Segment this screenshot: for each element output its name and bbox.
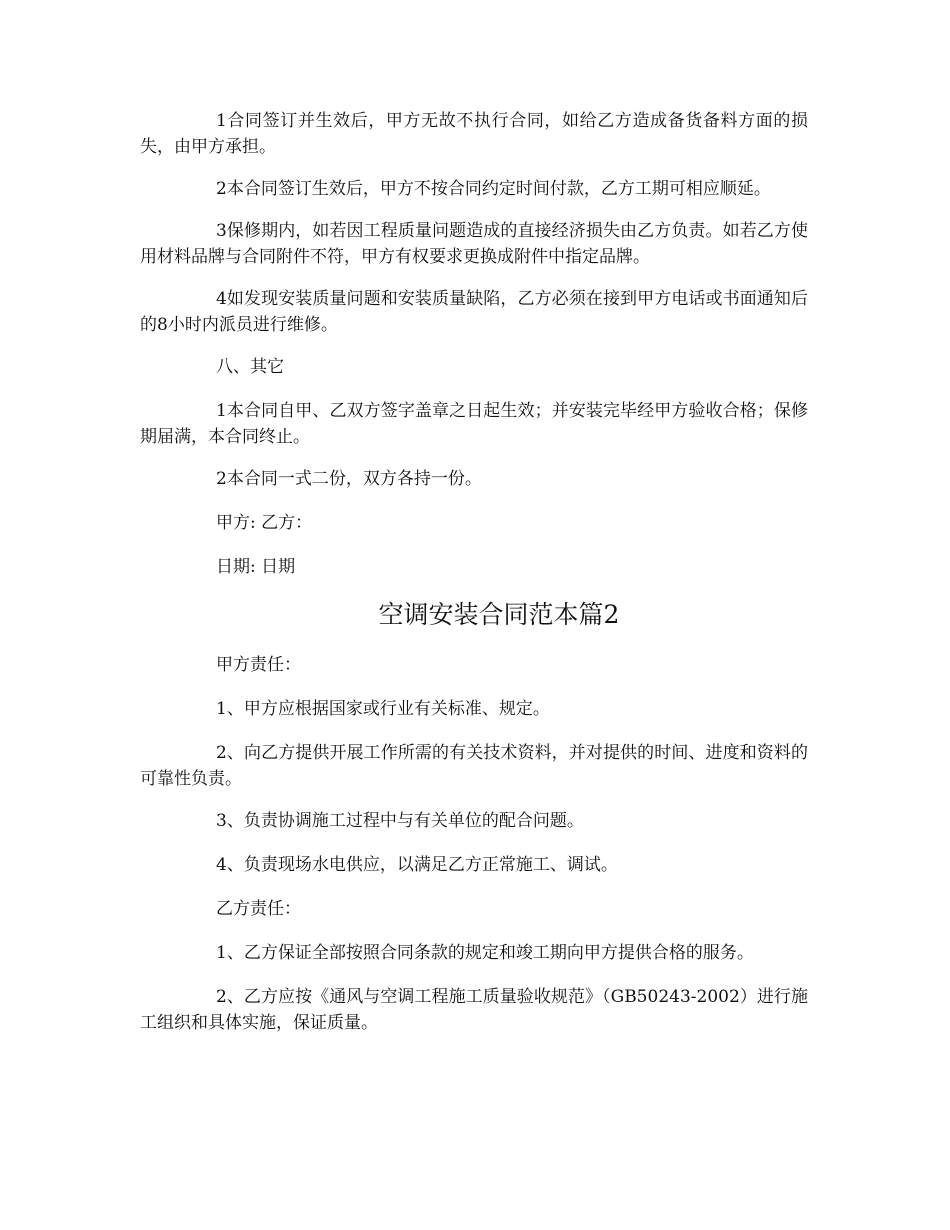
party-b-title: 乙方责任： bbox=[216, 899, 301, 919]
clause-paragraph: 2本合同签订生效后，甲方不按合同约定时间付款，乙方工期可相应顺延。 bbox=[216, 179, 771, 199]
party-b-item: 1、乙方保证全部按照合同条款的规定和竣工期向甲方提供合格的服务。 bbox=[216, 943, 754, 963]
party-a-title: 甲方责任： bbox=[216, 655, 301, 675]
document-body bbox=[140, 108, 808, 1052]
clause-paragraph: 1合同签订并生效后，甲方无故不执行合同，如给乙方造成备货备料方面的损失，由甲方承担。 bbox=[140, 111, 808, 157]
section-heading: 空调安装合同范本篇2 bbox=[378, 600, 620, 629]
party-a-item: 1、甲方应根据国家或行业有关标准、规定。 bbox=[216, 699, 550, 719]
clause-paragraph: 1本合同自甲、乙双方签字盖章之日起生效；并安装完毕经甲方验收合格；保修期届满，本合同终止。 bbox=[140, 401, 808, 447]
signature-line: 甲方: 乙方： bbox=[216, 513, 313, 533]
party-a-item: 4、负责现场水电供应，以满足乙方正常施工、调试。 bbox=[216, 855, 618, 875]
party-a-item: 2、向乙方提供开展工作所需的有关技术资料，并对提供的时间、进度和资料的可靠性负责。 bbox=[140, 743, 808, 789]
party-a-item: 3、负责协调施工过程中与有关单位的配合问题。 bbox=[216, 811, 584, 831]
clause-paragraph: 2本合同一式二份，双方各持一份。 bbox=[216, 469, 482, 489]
clause-paragraph: 4如发现安装质量问题和安装质量缺陷，乙方必须在接到甲方电话或书面通知后的8小时内派员进行维修。 bbox=[140, 289, 808, 335]
section-title-other: 八、其它 bbox=[216, 357, 284, 377]
clause-paragraph: 3保修期内，如若因工程质量问题造成的直接经济损失由乙方负责。如若乙方使用材料品牌与合同附件不符，甲方有权要求更换成附件中指定品牌。 bbox=[140, 221, 808, 267]
date-line: 日期: 日期 bbox=[216, 557, 296, 577]
party-b-item: 2、乙方应按《通风与空调工程施工质量验收规范》（GB50243-2002）进行施工组织和具体实施，保证质量。 bbox=[140, 987, 808, 1033]
